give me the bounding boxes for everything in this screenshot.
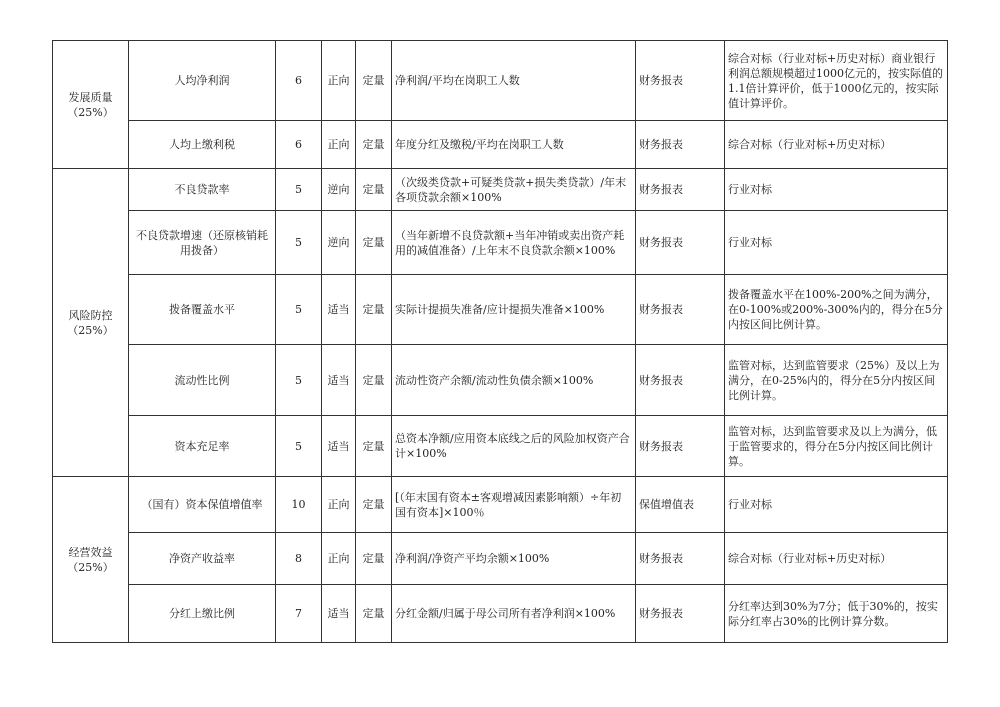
formula-cell: 总资本净额/应用资本底线之后的风险加权资产合计×100% [392,416,636,477]
category-weight: （25%） [67,105,114,119]
indicator-cell: 资本充足率 [129,416,276,477]
indicator-cell: （国有）资本保值增值率 [129,477,276,533]
method-cell: 行业对标 [725,211,948,275]
category-weight: （25%） [67,560,114,574]
type-cell: 定量 [356,121,392,169]
source-cell: 财务报表 [636,533,725,585]
table-row [53,477,948,533]
indicator-cell: 拨备覆盖水平 [129,275,276,345]
score-cell: 6 [276,41,322,121]
method-cell: 分红率达到30%为7分；低于30%的，按实际分红率占30%的比例计算分数。 [725,585,948,643]
table-row [53,211,948,275]
table-row [53,533,948,585]
type-cell: 定量 [356,275,392,345]
score-cell: 5 [276,345,322,416]
type-cell: 定量 [356,585,392,643]
source-cell: 财务报表 [636,275,725,345]
direction-cell: 逆向 [322,211,356,275]
table-row [53,345,948,416]
formula-cell: （当年新增不良贷款额+当年冲销或卖出资产耗用的减值准备）/上年末不良贷款余额×100% [392,211,636,275]
indicator-cell: 分红上缴比例 [129,585,276,643]
score-cell: 5 [276,211,322,275]
score-cell: 7 [276,585,322,643]
formula-cell: 净利润/净资产平均余额×100% [392,533,636,585]
method-cell: 综合对标（行业对标+历史对标） [725,533,948,585]
type-cell: 定量 [356,345,392,416]
direction-cell: 正向 [322,533,356,585]
formula-cell: 分红金额/归属于母公司所有者净利润×100% [392,585,636,643]
evaluation-table [52,40,948,643]
score-cell: 5 [276,169,322,211]
score-cell: 6 [276,121,322,169]
direction-cell: 逆向 [322,169,356,211]
method-cell: 拨备覆盖水平在100%-200%之间为满分，在0-100%或200%-300%内的，得分在5分内按区间比例计算。 [725,275,948,345]
table-row [53,585,948,643]
category-cell [53,169,129,477]
category-name: 风险防控 [68,308,113,322]
source-cell: 保值增值表 [636,477,725,533]
source-cell: 财务报表 [636,211,725,275]
table-row [53,121,948,169]
type-cell: 定量 [356,169,392,211]
table-row [53,169,948,211]
method-cell: 综合对标（行业对标+历史对标）商业银行利润总额规模超过1000亿元的，按实际值的1.1倍计算评价，低于1000亿元的，按实际值计算评价。 [725,41,948,121]
source-cell: 财务报表 [636,41,725,121]
source-cell: 财务报表 [636,169,725,211]
method-cell: 行业对标 [725,477,948,533]
direction-cell: 适当 [322,585,356,643]
indicator-cell: 人均上缴利税 [129,121,276,169]
indicator-cell: 净资产收益率 [129,533,276,585]
method-cell: 监管对标，达到监管要求（25%）及以上为满分，在0-25%内的，得分在5分内按区间比例计算。 [725,345,948,416]
formula-cell: （次级类贷款+可疑类贷款+损失类贷款）/年末各项贷款余额×100% [392,169,636,211]
indicator-cell: 不良贷款增速（还原核销耗用拨备） [129,211,276,275]
indicator-cell: 不良贷款率 [129,169,276,211]
score-cell: 10 [276,477,322,533]
source-cell: 财务报表 [636,585,725,643]
category-cell [53,477,129,643]
formula-cell: 流动性资产余额/流动性负债余额×100% [392,345,636,416]
category-name: 发展质量 [68,90,113,104]
category-name: 经营效益 [68,545,113,559]
direction-cell: 适当 [322,345,356,416]
formula-cell: 实际计提损失准备/应计提损失准备×100% [392,275,636,345]
type-cell: 定量 [356,41,392,121]
category-weight: （25%） [67,323,114,337]
method-cell: 监管对标，达到监管要求及以上为满分，低于监管要求的，得分在5分内按区间比例计算。 [725,416,948,477]
score-cell: 5 [276,416,322,477]
method-cell: 行业对标 [725,169,948,211]
method-cell: 综合对标（行业对标+历史对标） [725,121,948,169]
direction-cell: 适当 [322,275,356,345]
direction-cell: 正向 [322,477,356,533]
table-row [53,41,948,121]
score-cell: 8 [276,533,322,585]
type-cell: 定量 [356,533,392,585]
category-cell [53,41,129,169]
source-cell: 财务报表 [636,416,725,477]
indicator-cell: 人均净利润 [129,41,276,121]
formula-cell: [（年末国有资本±客观增减因素影响额）÷年初国有资本]×100％ [392,477,636,533]
table-row [53,416,948,477]
direction-cell: 正向 [322,41,356,121]
source-cell: 财务报表 [636,121,725,169]
type-cell: 定量 [356,211,392,275]
type-cell: 定量 [356,477,392,533]
formula-cell: 年度分红及缴税/平均在岗职工人数 [392,121,636,169]
source-cell: 财务报表 [636,345,725,416]
type-cell: 定量 [356,416,392,477]
indicator-cell: 流动性比例 [129,345,276,416]
direction-cell: 正向 [322,121,356,169]
score-cell: 5 [276,275,322,345]
table-row [53,275,948,345]
formula-cell: 净利润/平均在岗职工人数 [392,41,636,121]
direction-cell: 适当 [322,416,356,477]
